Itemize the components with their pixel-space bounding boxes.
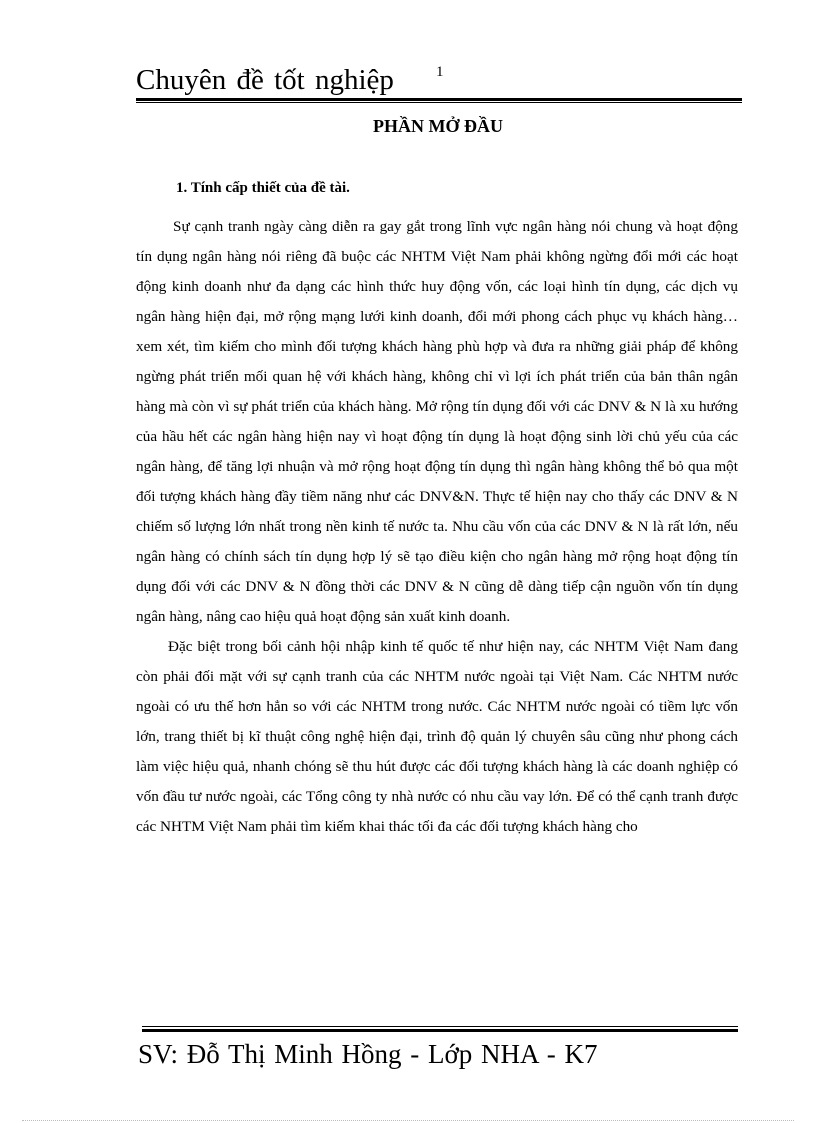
- header-title: Chuyên đề tốt nghiệp: [136, 64, 394, 96]
- page-header: [134, 58, 742, 98]
- footer-rule-bottom: [142, 1029, 738, 1032]
- body-text: [136, 212, 738, 842]
- header-rule-top: [136, 98, 742, 101]
- paragraph: Đặc biệt trong bối cảnh hội nhập kinh tế quốc tế như hiện nay, các NHTM Việt Nam đang còn phải đối mặt với sự cạnh tranh của các NHTM nước ngoài tại Việt Nam. Các NHTM nước ngoài có ưu thế hơn hẳn so với các NHTM trong nước. Các NHTM nước ngoài có tiềm lực vốn lớn, trang thiết bị kĩ thuật công nghệ hiện đại, trình độ quản lý chuyên sâu cũng như phong cách làm việc hiệu quả, nhanh chóng sẽ thu hút được các đối tượng khách hàng là các doanh nghiệp có vốn đầu tư nước ngoài, các Tổng công ty nhà nước có nhu cầu vay lớn. Để có thể cạnh tranh được các NHTM Việt Nam phải tìm kiếm khai thác tối đa các đối tượng khách hàng cho: [136, 638, 738, 835]
- section-heading: 1. Tính cấp thiết của đề tài.: [176, 180, 350, 196]
- footer-rule-top: [142, 1026, 738, 1027]
- page-edge-divider: [22, 1120, 794, 1121]
- paragraph: Sự cạnh tranh ngày càng diễn ra gay gắt trong lĩnh vực ngân hàng nói chung và hoạt động tín dụng ngân hàng nói riêng đã buộc các NHTM Việt Nam phải không ngừng đổi mới các hoạt động kinh doanh như đa dạng các hình thức huy động vốn, các loại hình tín dụng, các dịch vụ ngân hàng hiện đại, mở rộng mạng lưới kinh doanh, đổi mới phong cách phục vụ khách hàng…xem xét, tìm kiếm cho mình đối tượng khách hàng phù hợp và đưa ra những giải pháp để không ngừng phát triển mối quan hệ với khách hàng, không chỉ vì lợi ích phát triển của bản thân ngân hàng mà còn vì sự phát triển của khách hàng. Mở rộng tín dụng đối với các DNV & N là xu hướng của hầu hết các ngân hàng hiện nay vì hoạt động tín dụng là hoạt động sinh lời chủ yếu của các ngân hàng, để tăng lợi nhuận và mở rộng hoạt động tín dụng thì ngân hàng không thể bỏ qua một đối tượng khách hàng đầy tiềm năng như các DNV&N. Thực tế hiện nay cho thấy các DNV & N chiếm số lượng lớn nhất trong nền kinh tế nước ta. Nhu cầu vốn của các DNV & N là rất lớn, nếu ngân hàng có chính sách tín dụng hợp lý sẽ tạo điều kiện cho ngân hàng mở rộng hoạt động tín dụng đối với các DNV & N đồng thời các DNV & N cũng dễ dàng tiếp cận nguồn vốn tín dụng ngân hàng, nâng cao hiệu quả hoạt động sản xuất kinh doanh.: [136, 218, 738, 625]
- header-rule-bottom: [136, 102, 742, 103]
- footer-text: SV: Đỗ Thị Minh Hồng - Lớp NHA - K7: [138, 1039, 598, 1069]
- document-heading: PHẦN MỞ ĐẦU: [373, 116, 503, 136]
- page-number: 1: [436, 64, 444, 80]
